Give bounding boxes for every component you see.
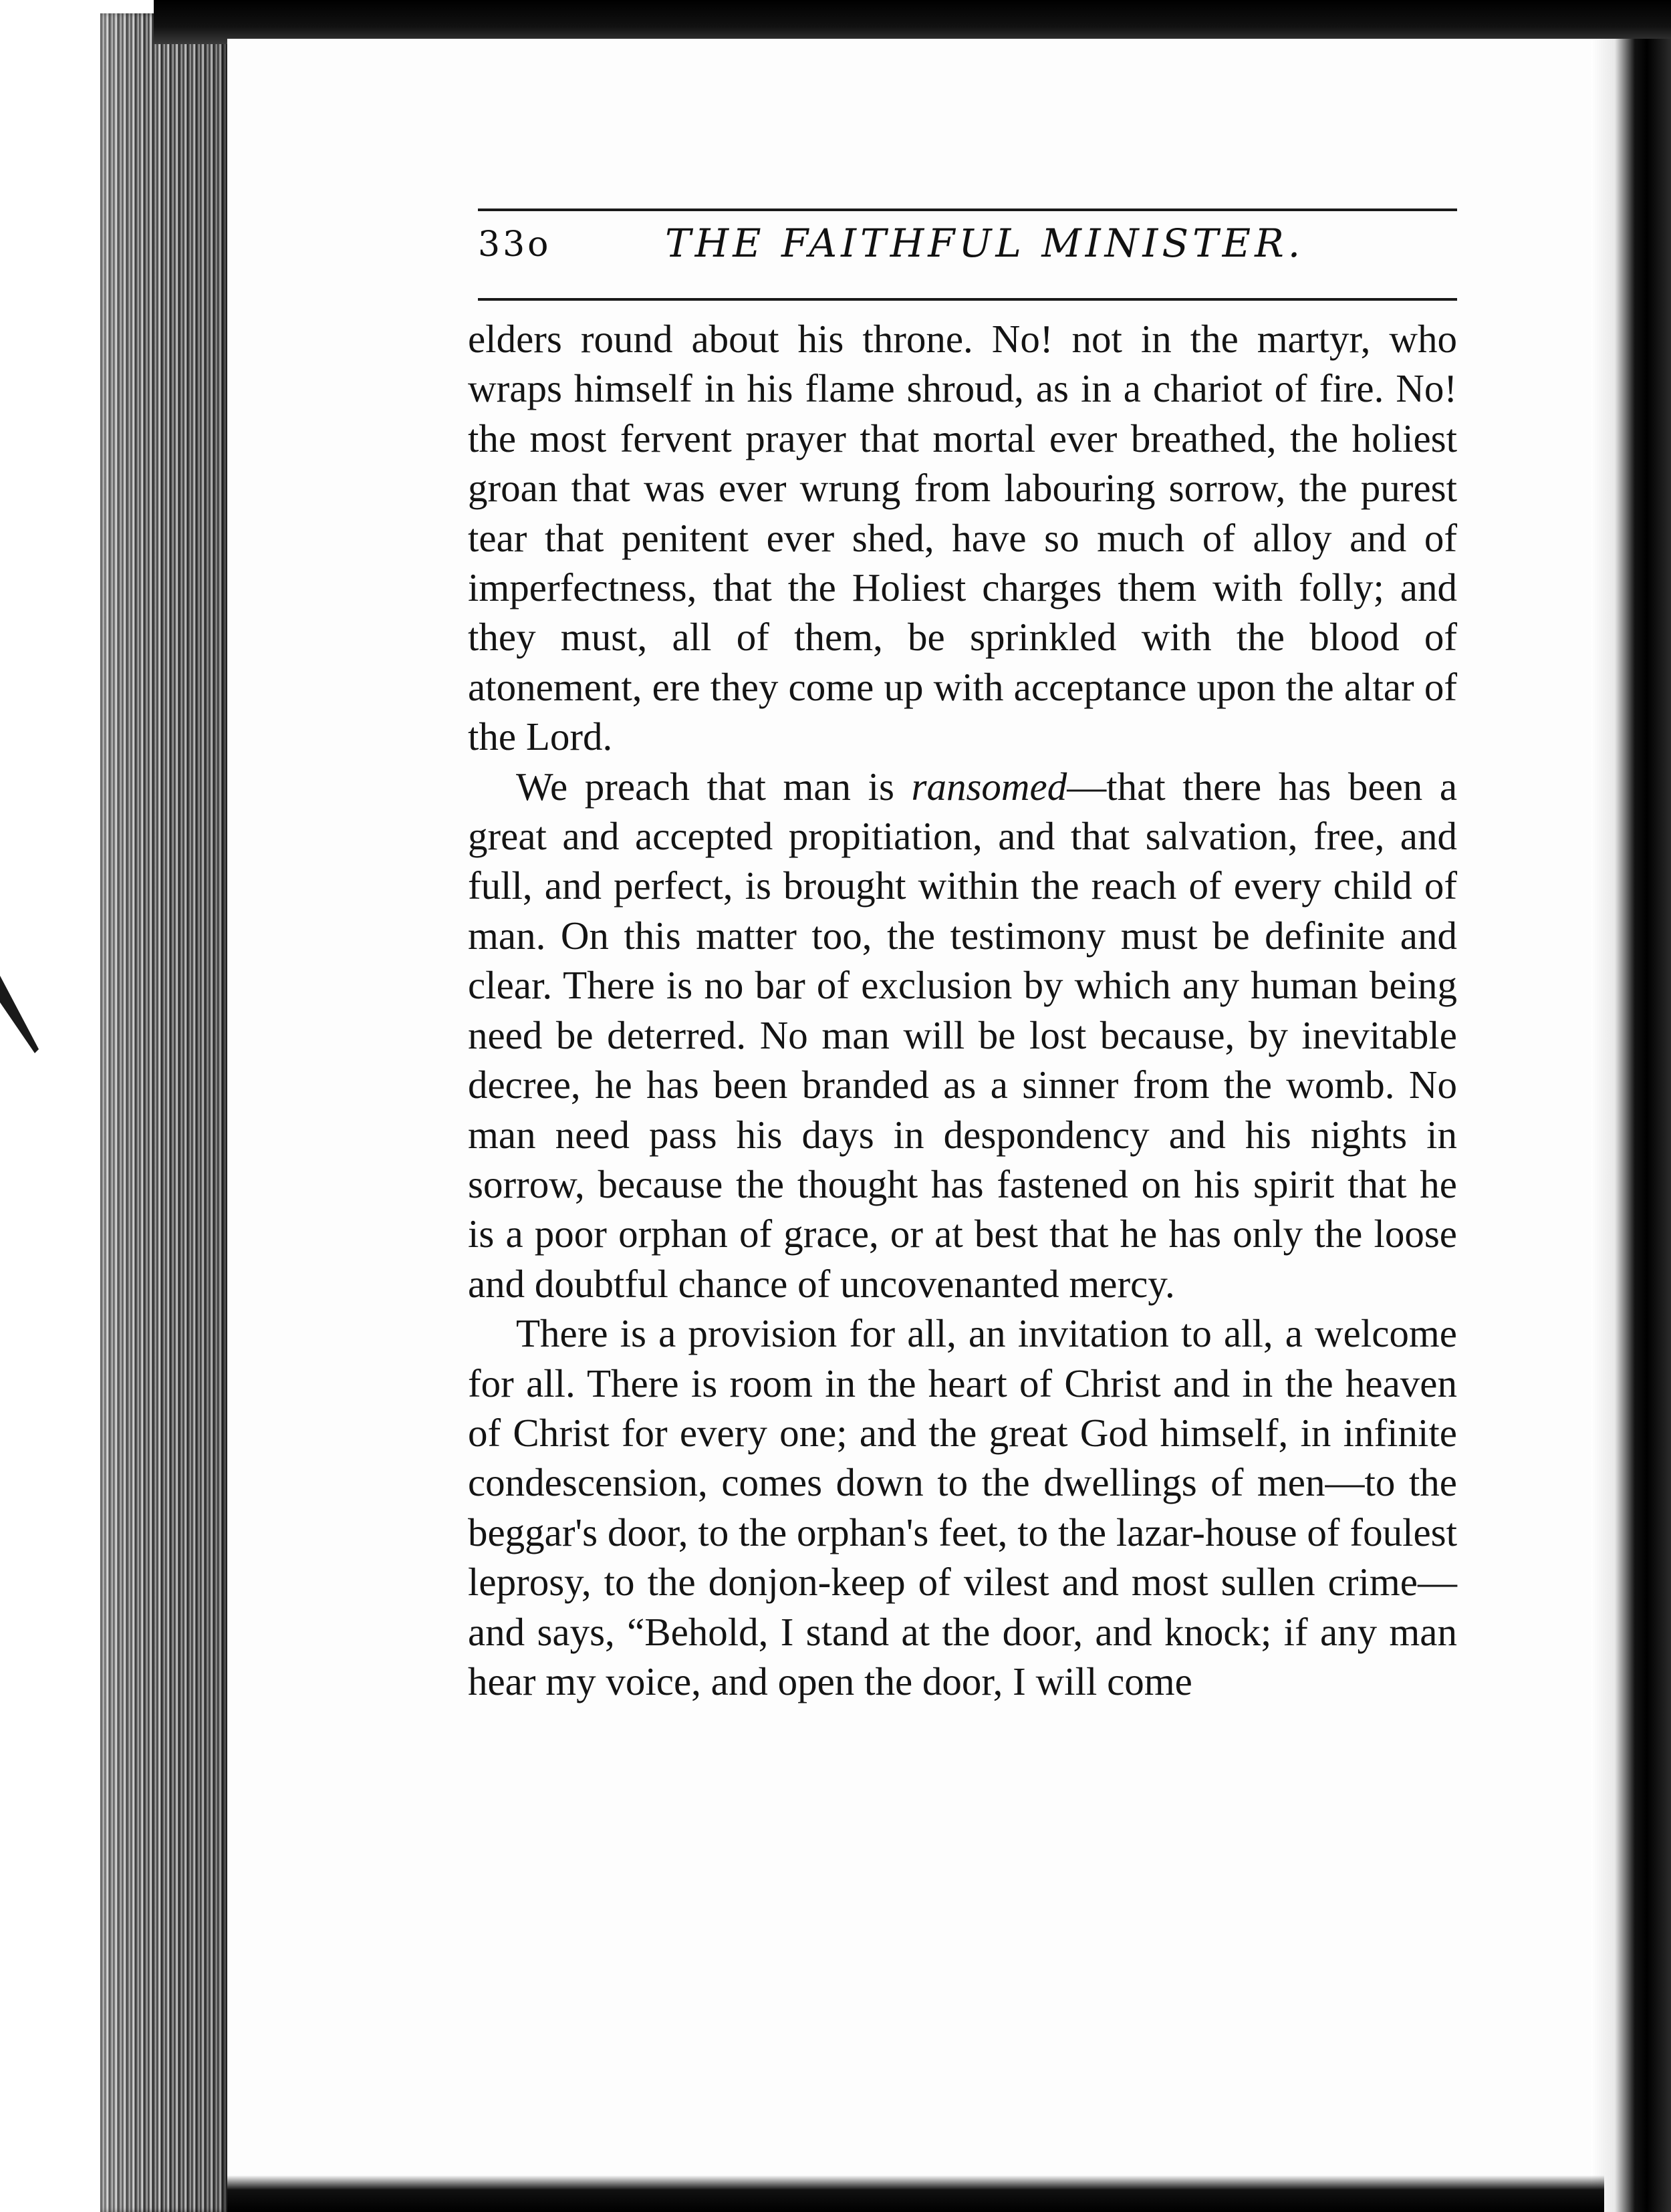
- body-text: [468, 314, 1457, 1706]
- header-rule-top: [478, 209, 1457, 211]
- bottom-scan-edge: [227, 2175, 1604, 2212]
- page-fold-mark: [0, 976, 40, 1056]
- page-number: 33o: [478, 225, 551, 265]
- header-rule-bottom: [478, 298, 1457, 301]
- page-edges-shading: [100, 13, 227, 2212]
- paragraph-1: elders round about his throne. No! not in the martyr, who wraps himself in his flame shroud, as in a chariot of fire. No! the most fervent prayer that mortal ever breathed, the holiest groan that was ever wrung from labouring sorrow, the purest tear that penitent ever shed, have so much of alloy and of imperfectness, that the Holiest charges them with folly; and they must, all of them, be sprinkled with the blood of atonement, ere they come up with acceptance upon the altar of the Lord.: [468, 317, 1457, 759]
- paragraph-3: There is a provision for all, an invitation to all, a welcome for all. There is room in the heart of Christ and in the heaven of Christ for every one; and the great God himself, in infinite condescension, comes down to the dwellings of men—to the beggar's door, to the orphan's feet, to the lazar-house of foulest leprosy, to the donjon-keep of vilest and most sullen crime—and says, “Behold, I stand at the door, and knock; if any man hear my voice, and open the door, I will come: [468, 1311, 1457, 1703]
- book-title: THE FAITHFUL MINISTER.: [665, 221, 1305, 266]
- paragraph-2: [468, 762, 1457, 1308]
- running-head: [478, 221, 1457, 294]
- right-gutter-shadow: [1591, 39, 1671, 2212]
- paragraph-2-emphasis: ransomed: [911, 764, 1067, 809]
- paragraph-2-rest: —that there has been a great and accepted propitiation, and that salvation, free, and full, and perfect, is brought within the reach of every child of man. On this matter too, the testimony must be definite and clear. There is no bar of exclusion by which any human being need be deterred. No man will be lost because, by inevitable decree, he has been branded as a sinner from the womb. No man need pass his days in despondency and his nights in sorrow, because the thought has fastened on his spirit that he is a poor orphan of grace, or at best that he has only the loose and doubtful chance of uncovenanted mercy.: [468, 764, 1457, 1306]
- scan-margin-left: [0, 0, 27, 2212]
- top-scan-shadow: [154, 0, 1671, 44]
- paragraph-2-start: We preach that man is: [516, 764, 912, 809]
